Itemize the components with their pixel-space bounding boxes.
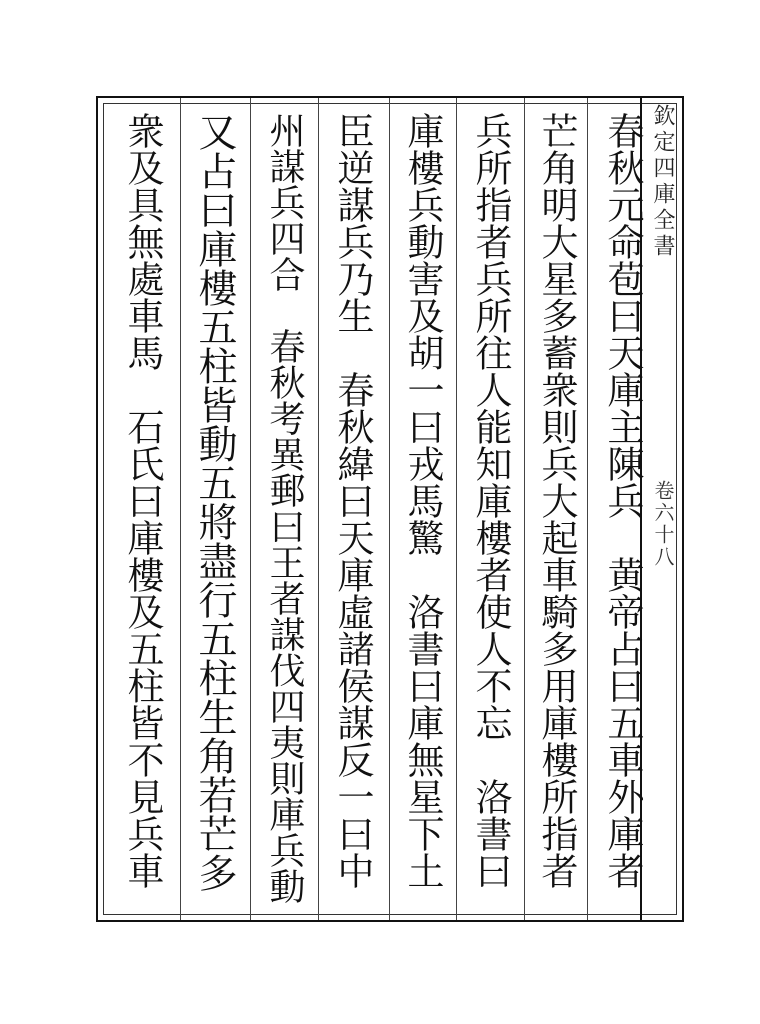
column-rule — [180, 98, 181, 920]
column-rule — [456, 98, 457, 920]
text-column: 又占曰庫樓五柱皆動五將盡行五柱生角若芒多 — [192, 112, 237, 892]
text-column: 庫樓兵動害及胡一曰戎馬驚 洛書曰庫無星下土 — [401, 112, 444, 889]
column-rule — [587, 98, 588, 920]
column-rule — [389, 98, 390, 920]
column-rule — [250, 98, 251, 920]
text-column: 春秋元命苞曰天庫主陳兵 黄帝占曰五車外庫者 — [601, 112, 644, 889]
margin-section: 卷六十八 — [651, 480, 675, 568]
column-rule — [524, 98, 525, 920]
text-column: 芒角明大星多蓄衆則兵大起車騎多用庫樓所指者 — [535, 112, 578, 889]
column-rule — [318, 98, 319, 920]
text-column: 州謀兵四合 春秋考異郵曰王者謀伐四夷則庫兵動 — [264, 112, 305, 904]
text-column: 衆及具無處車馬 石氏曰庫樓及五柱皆不見兵車 — [121, 112, 164, 889]
margin-title: 欽定四庫全書 — [650, 104, 675, 260]
text-column: 兵所指者兵所往人能知庫樓者使人不忘 洛書曰 — [469, 112, 512, 889]
text-column: 臣逆謀兵乃生 春秋緯曰天庫虛諸侯謀反一曰中 — [331, 112, 374, 889]
